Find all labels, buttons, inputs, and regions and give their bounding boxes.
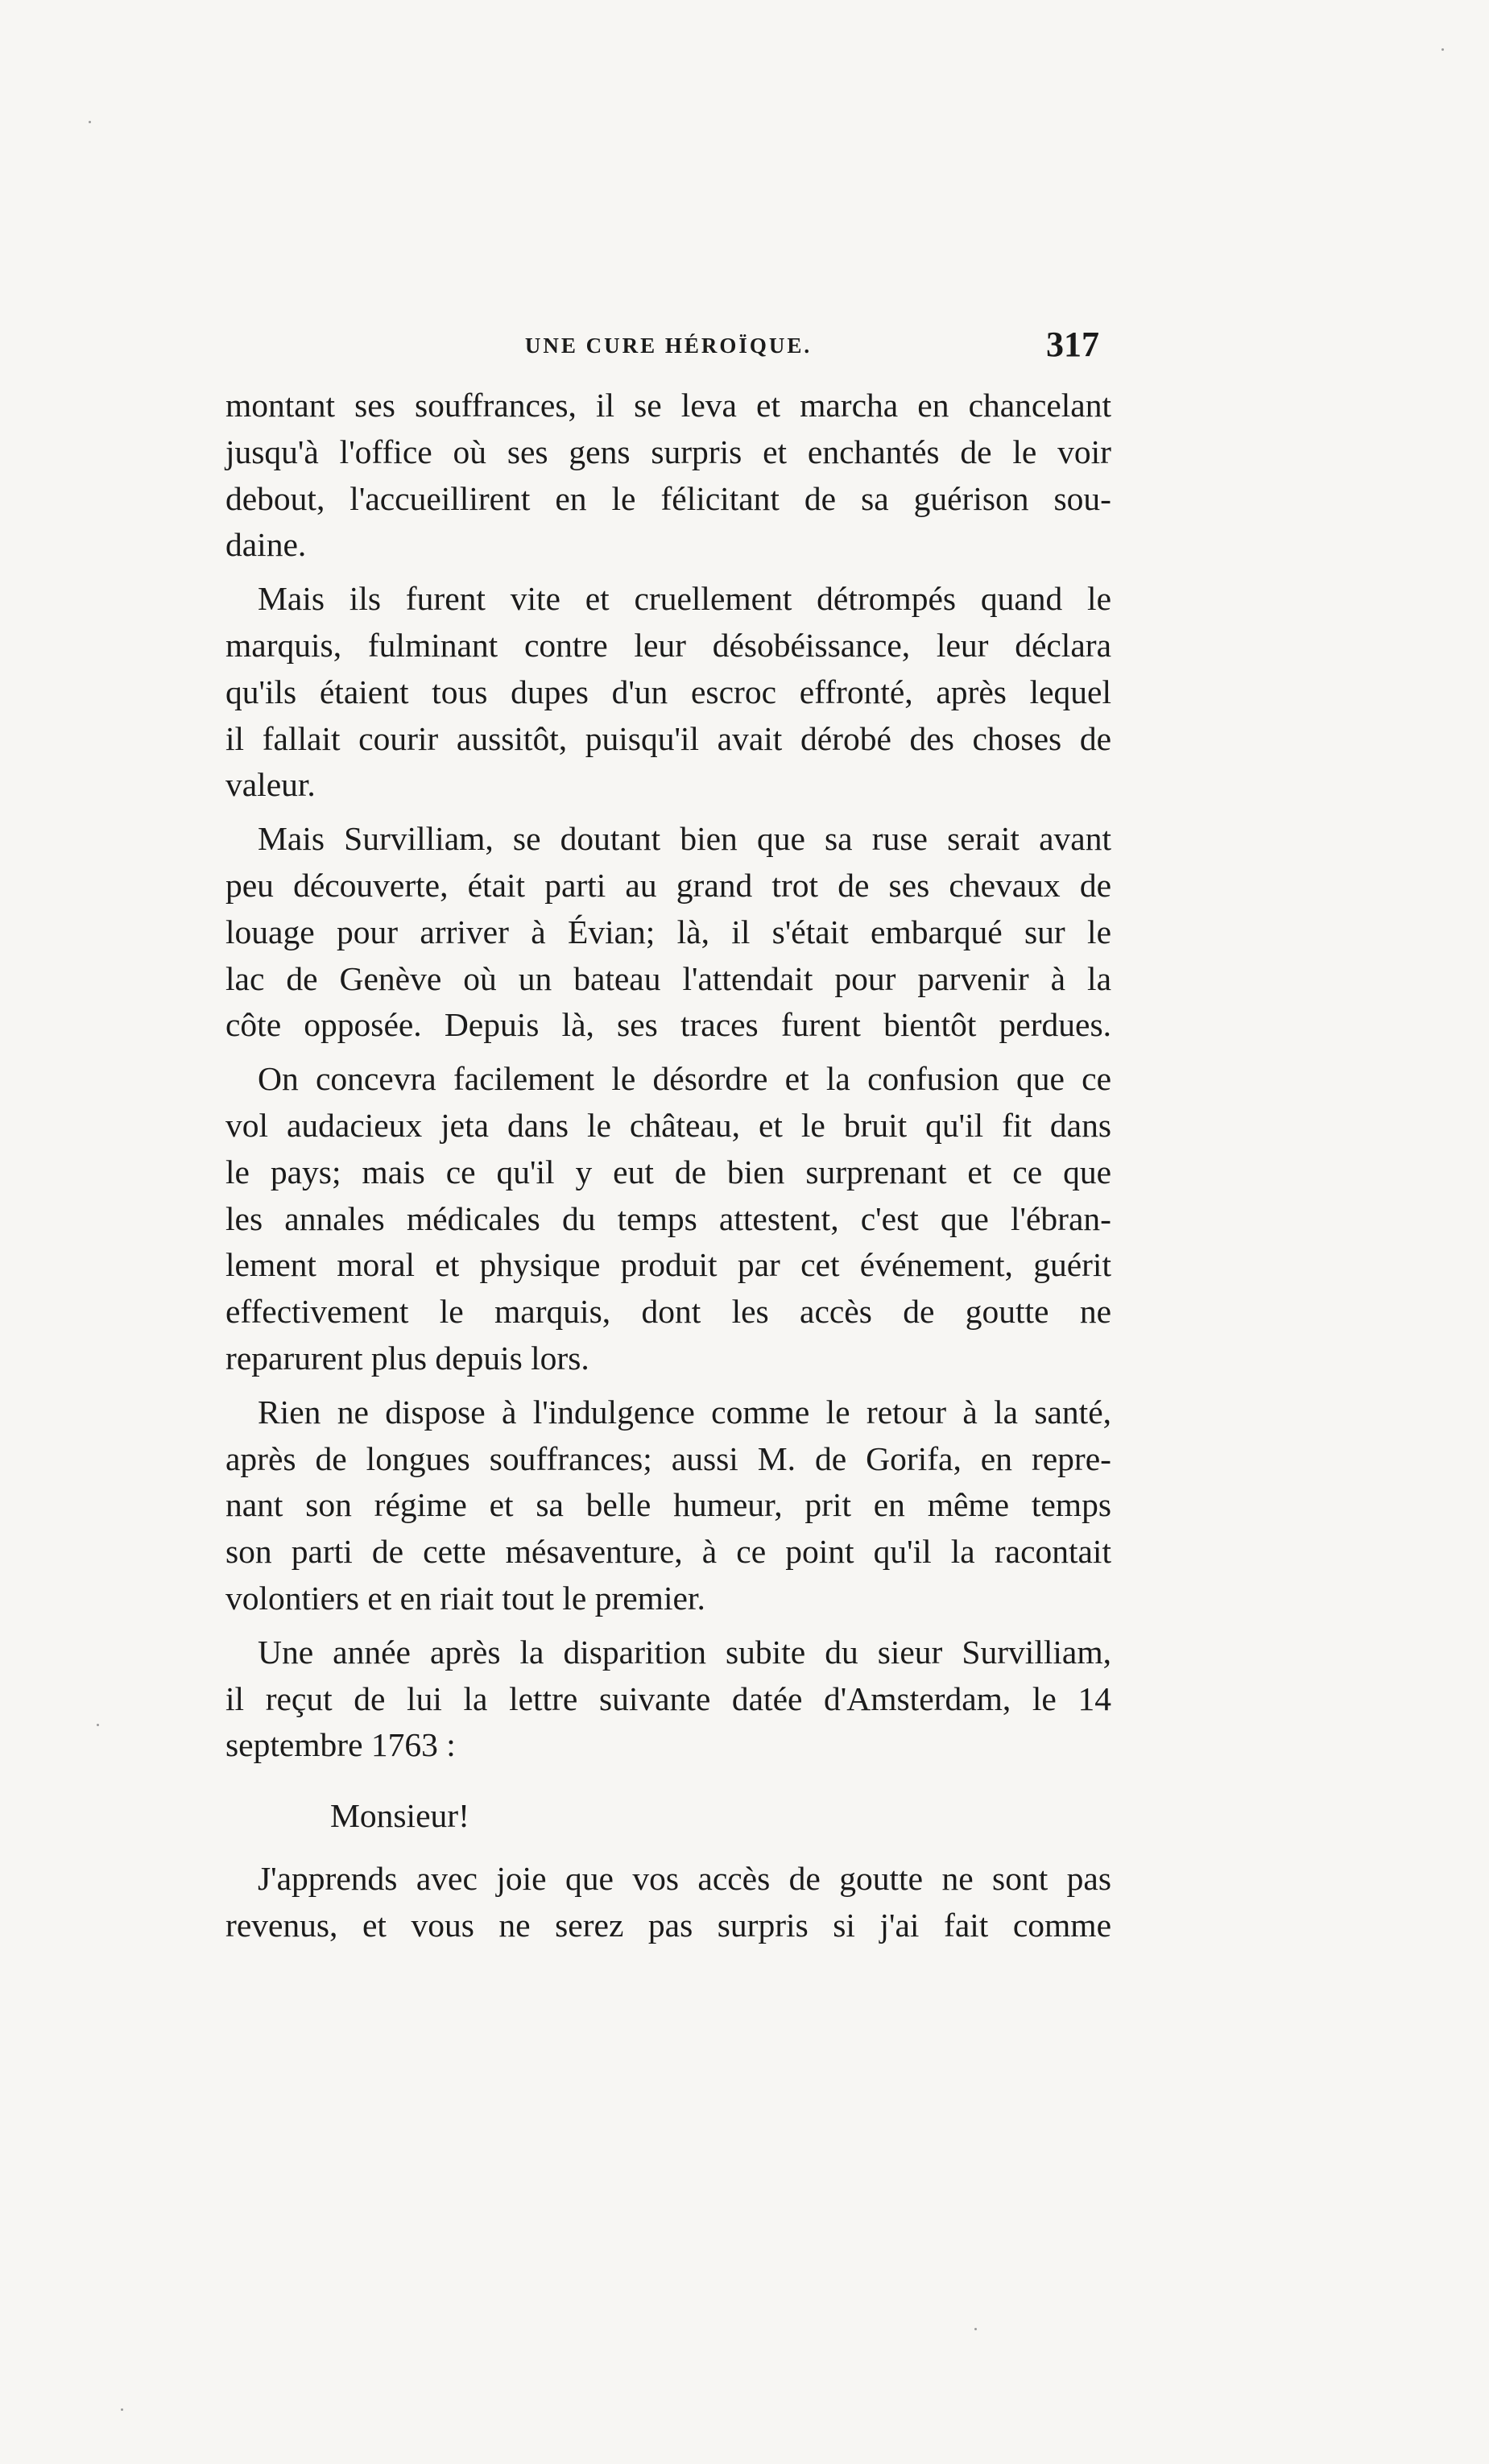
text-line: vol audacieux jeta dans le château, et le bruit qu'il fit dans — [225, 1106, 1111, 1144]
paper-speck — [1441, 48, 1444, 51]
text-line: daine. — [225, 526, 307, 564]
paragraph — [225, 816, 1111, 1049]
text-line: nant son régime et sa belle humeur, prit en même temps — [225, 1486, 1111, 1524]
text-line: J'apprends avec joie que vos accès de goutte ne sont pas — [258, 1859, 1111, 1897]
body-text — [225, 383, 1111, 1949]
letter-paragraph — [225, 1856, 1111, 1949]
paper-speck — [121, 2408, 123, 2411]
text-line: debout, l'accueillirent en le félicitant de sa guérison sou- — [225, 479, 1111, 517]
text-line: les annales médicales du temps attestent, c'est que l'ébran- — [225, 1199, 1111, 1237]
text-line: marquis, fulminant contre leur désobéissance, leur déclara — [225, 626, 1111, 664]
text-line: lac de Genève où un bateau l'attendait pour parvenir à la — [225, 959, 1111, 997]
text-line: volontiers et en riait tout le premier. — [225, 1579, 705, 1617]
text-line: le pays; mais ce qu'il y eut de bien surprenant et ce que — [225, 1153, 1111, 1191]
text-line: Mais Survilliam, se doutant bien que sa ruse serait avant — [258, 820, 1111, 858]
text-line: septembre 1763 : — [225, 1726, 456, 1764]
text-line: On concevra facilement le désordre et la confusion que ce — [258, 1060, 1111, 1098]
paragraph — [225, 1056, 1111, 1382]
paragraph — [225, 1630, 1111, 1769]
text-line: Une année après la disparition subite du sieur Survilliam, — [258, 1633, 1111, 1671]
letter-salutation: Monsieur! — [330, 1797, 469, 1835]
page-number: 317 — [1046, 325, 1099, 364]
paragraph — [225, 576, 1111, 809]
text-line: son parti de cette mésaventure, à ce point qu'il la racontait — [225, 1533, 1111, 1571]
text-line: côte opposée. Depuis là, ses traces furent bientôt perdues. — [225, 1006, 1111, 1044]
paper-speck — [89, 121, 91, 123]
text-line: revenus, et vous ne serez pas surpris si j'ai fait comme — [225, 1906, 1111, 1944]
text-line: effectivement le marquis, dont les accès de goutte ne — [225, 1293, 1111, 1331]
text-line: lement moral et physique produit par cet événement, guérit — [225, 1246, 1111, 1284]
text-line: reparurent plus depuis lors. — [225, 1339, 589, 1377]
text-line: Mais ils furent vite et cruellement détrompés quand le — [258, 580, 1111, 618]
text-line: montant ses souffrances, il se leva et marcha en chancelant — [225, 387, 1111, 424]
paper-speck — [97, 1724, 99, 1726]
text-line: Rien ne dispose à l'indulgence comme le retour à la santé, — [258, 1393, 1111, 1431]
paragraph — [225, 1389, 1111, 1622]
text-line: il fallait courir aussitôt, puisqu'il avait dérobé des choses de — [225, 719, 1111, 757]
text-line: peu découverte, était parti au grand trot de ses chevaux de — [225, 866, 1111, 904]
running-title: UNE CURE HÉROÏQUE. — [524, 333, 813, 358]
text-line: après de longues souffrances; aussi M. de Gorifa, en repre- — [225, 1439, 1111, 1477]
text-line: louage pour arriver à Évian; là, il s'était embarqué sur le — [225, 913, 1111, 950]
text-line: qu'ils étaient tous dupes d'un escroc effronté, après lequel — [225, 673, 1111, 710]
text-line: jusqu'à l'office où ses gens surpris et enchantés de le voir — [225, 433, 1111, 470]
text-line: valeur. — [225, 766, 316, 804]
page-header — [225, 324, 1111, 372]
text-line: il reçut de lui la lettre suivante datée d'Amsterdam, le 14 — [225, 1679, 1111, 1717]
paragraph — [225, 383, 1111, 569]
paper-speck — [974, 2328, 977, 2330]
